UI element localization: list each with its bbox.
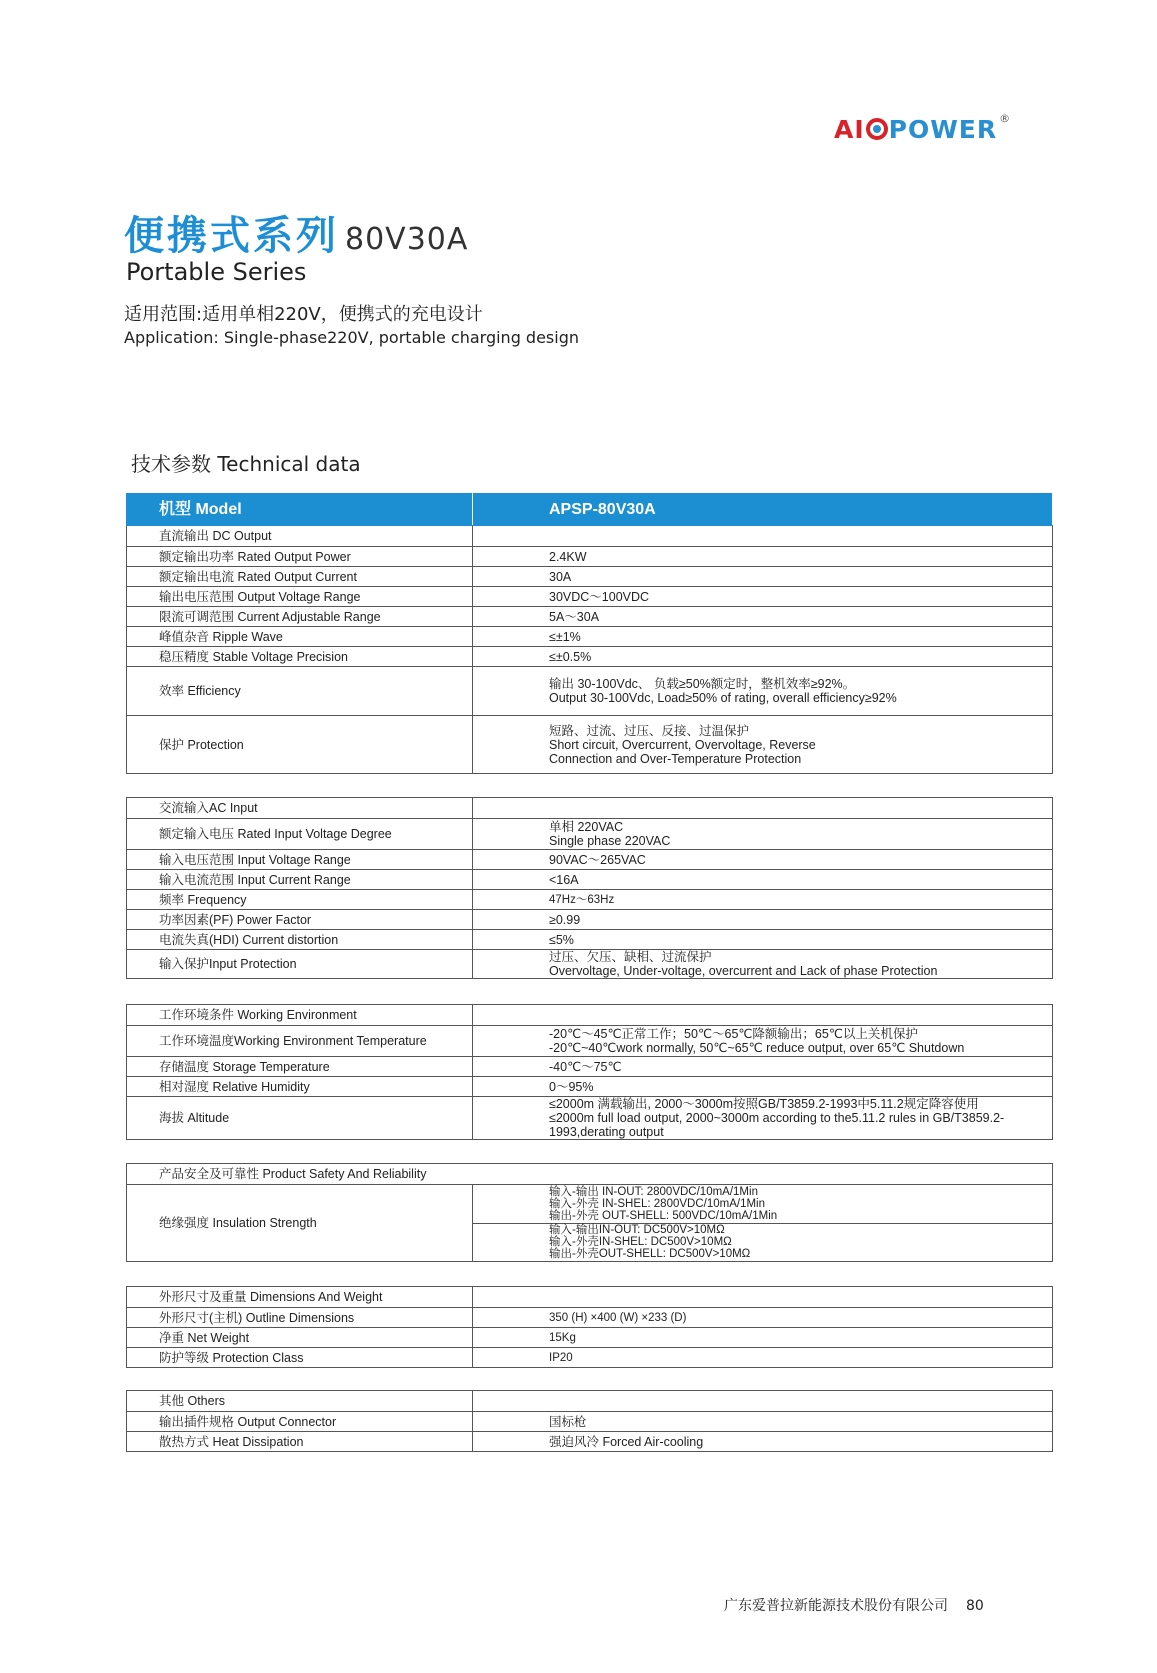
table-row [127,910,1053,930]
input-protect-en: Overvoltage, Under-voltage, overcurrent and Lack of phase Protection [549,964,938,978]
row-value: 强迫风冷 Forced Air-cooling [473,1432,1053,1452]
row-value: 0～95% [473,1077,1053,1097]
row-label: 输出插件规格 Output Connector [127,1412,473,1432]
insulation-group-2 [473,1223,1053,1262]
row-value [473,950,1053,979]
row-label: 功率因素(PF) Power Factor [127,910,473,930]
model-value: APSP-80V30A [473,494,1053,526]
page-number: 80 [966,1598,984,1614]
others-table [126,1390,1053,1452]
insulation-line: 输出-外壳OUT-SHELL: DC500V>10MΩ [549,1248,751,1261]
table-row [127,1412,1053,1432]
table-row [127,567,1053,587]
title-en: Portable Series [126,258,307,286]
company-name: 广东爱普拉新能源技术股份有限公司 [724,1598,948,1614]
row-label: 散热方式 Heat Dissipation [127,1432,473,1452]
table-row [127,547,1053,567]
temp-en: -20℃~40℃work normally, 50℃~65℃ reduce output, over 65℃ Shutdown [549,1041,965,1055]
efficiency-en: Output 30-100Vdc, Load≥50% of rating, overall efficiency≥92% [549,691,897,705]
section-row [127,1005,1053,1026]
section-title: 产品安全及可靠性 Product Safety And Reliability [127,1164,1053,1185]
insulation-line: 输入-外壳IN-SHEL: DC500V>10MΩ [549,1236,732,1249]
title-model: 80V30A [345,222,469,257]
protection-en-2: Connection and Over-Temperature Protection [549,751,802,766]
row-value: 国标枪 [473,1412,1053,1432]
table-header-row [127,494,1053,526]
section-title: 交流输入AC Input [127,798,473,819]
table-row [127,890,1053,910]
row-label: 相对湿度 Relative Humidity [127,1077,473,1097]
section-row [127,1287,1053,1308]
logo-text-ai: AI [834,114,865,144]
section-row [127,798,1053,819]
row-label: 效率 Efficiency [127,667,473,716]
application-en: Application: Single-phase220V, portable charging design [124,328,580,347]
table-row [127,819,1053,850]
efficiency-cn: 输出 30-100Vdc、 负载≥50%额定时，整机效率≥92%。 [549,677,856,691]
insulation-line: 输出-外壳 OUT-SHELL: 500VDC/10mA/1Min [549,1209,778,1222]
protection-cn: 短路、过流、过压、反接、过温保护 [549,723,750,738]
row-value: 30VDC～100VDC [473,587,1053,607]
row-label: 额定输入电压 Rated Input Voltage Degree [127,819,473,850]
row-value: -40℃～75℃ [473,1057,1053,1077]
row-label: 工作环境温度Working Environment Temperature [127,1026,473,1057]
row-value: 30A [473,567,1053,587]
footer [724,1595,984,1615]
row-label: 输入电流范围 Input Current Range [127,870,473,890]
row-value: 15Kg [473,1328,1053,1348]
dimensions-table [126,1286,1053,1368]
page-title [124,204,468,261]
row-label: 峰值杂音 Ripple Wave [127,627,473,647]
table-row [127,1097,1053,1140]
altitude-en-2: 1993,derating output [549,1125,664,1139]
table-row [127,1185,1053,1224]
insulation-line: 输入-输出 IN-OUT: 2800VDC/10mA/1Min [549,1185,758,1198]
row-label: 海拔 Altitude [127,1097,473,1140]
row-value [473,1097,1053,1140]
temp-cn: -20℃～45℃正常工作；50℃～65℃降额输出；65℃以上关机保护 [549,1027,918,1041]
section-title: 工作环境条件 Working Environment [127,1005,473,1026]
table-row [127,1348,1053,1368]
row-value: ≥0.99 [473,910,1053,930]
row-label: 输出电压范围 Output Voltage Range [127,587,473,607]
row-value: ≤5% [473,930,1053,950]
section-title: 外形尺寸及重量 Dimensions And Weight [127,1287,473,1308]
application-cn: 适用范围:适用单相220V，便携式的充电设计 [124,304,483,325]
table-row [127,1432,1053,1452]
row-value [473,667,1053,716]
row-label: 限流可调范围 Current Adjustable Range [127,607,473,627]
insulation-group-1 [473,1185,1053,1224]
table-row [127,716,1053,774]
protection-en-1: Short circuit, Overcurrent, Overvoltage, Reverse [549,737,816,752]
section-row [127,1164,1053,1185]
table-row [127,667,1053,716]
insulation-line: 输入-外壳 IN-SHEL: 2800VDC/10mA/1Min [549,1197,766,1210]
row-label: 净重 Net Weight [127,1328,473,1348]
section-row [127,1391,1053,1412]
row-label: 额定输出电流 Rated Output Current [127,567,473,587]
row-value: <16A [473,870,1053,890]
altitude-en-1: ≤2000m full load output, 2000~3000m according to the5.11.2 rules in GB/T3859.2- [549,1111,1005,1125]
section-row [127,526,1053,547]
rated-cn: 单相 220VAC [549,820,624,834]
row-value: 90VAC～265VAC [473,850,1053,870]
dc-output-table [126,493,1053,774]
row-value: ≤±0.5% [473,647,1053,667]
brand-logo [834,112,1011,146]
row-label: 输入电压范围 Input Voltage Range [127,850,473,870]
row-value: 2.4KW [473,547,1053,567]
table-row [127,930,1053,950]
section-title: 其他 Others [127,1391,473,1412]
row-value: 47Hz～63Hz [473,890,1053,910]
tech-heading: 技术参数 Technical data [131,452,361,476]
logo-text-power: POWER [888,114,998,144]
row-value [473,716,1053,774]
table-row [127,627,1053,647]
table-row [127,1328,1053,1348]
row-value [473,1026,1053,1057]
table-row [127,647,1053,667]
table-row [127,1077,1053,1097]
row-label: 电流失真(HDI) Current distortion [127,930,473,950]
insulation-line: 输入-输出IN-OUT: DC500V>10MΩ [549,1224,725,1237]
table-row [127,850,1053,870]
row-value: IP20 [473,1348,1053,1368]
row-label: 稳压精度 Stable Voltage Precision [127,647,473,667]
section-title: 直流输出 DC Output [127,526,473,547]
row-label: 保护 Protection [127,716,473,774]
row-label: 频率 Frequency [127,890,473,910]
row-label: 存储温度 Storage Temperature [127,1057,473,1077]
row-label: 输入保护Input Protection [127,950,473,979]
table-row [127,950,1053,979]
input-protect-cn: 过压、欠压、缺相、过流保护 [549,950,712,964]
table-row [127,607,1053,627]
registered-mark: ® [999,112,1012,125]
row-label: 防护等级 Protection Class [127,1348,473,1368]
row-value: ≤±1% [473,627,1053,647]
row-label: 绝缘强度 Insulation Strength [127,1185,473,1262]
row-value: 350 (H) ×400 (W) ×233 (D) [473,1308,1053,1328]
row-value [473,819,1053,850]
ac-input-table [126,797,1053,979]
model-label: 机型 Model [127,494,473,526]
altitude-cn: ≤2000m 满载输出, 2000～3000m按照GB/T3859.2-1993中5.11.2规定降容使用 [549,1097,979,1111]
safety-table [126,1163,1053,1262]
table-row [127,1308,1053,1328]
table-row [127,1057,1053,1077]
rated-en: Single phase 220VAC [549,834,671,848]
row-value: 5A～30A [473,607,1053,627]
table-row [127,870,1053,890]
title-cn: 便携式系列 [124,213,339,259]
table-row [127,587,1053,607]
row-label: 额定输出功率 Rated Output Power [127,547,473,567]
row-label: 外形尺寸(主机) Outline Dimensions [127,1308,473,1328]
table-row [127,1026,1053,1057]
environment-table [126,1004,1053,1140]
logo-circle-icon [866,118,888,140]
